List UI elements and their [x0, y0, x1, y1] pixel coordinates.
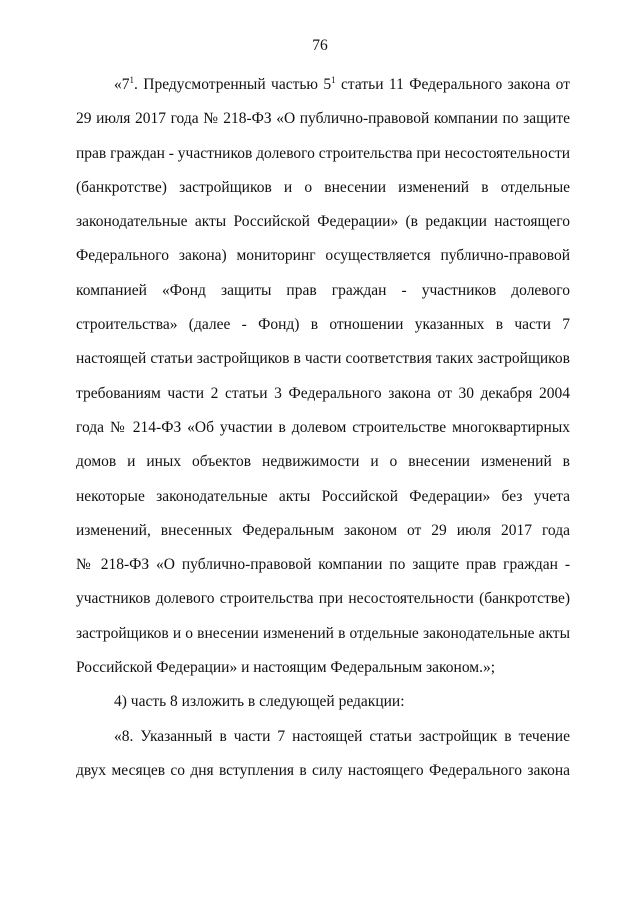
text-line: Федерального закона) мониторинг осуществляется публично-правовой [76, 247, 570, 265]
text-line: прав граждан - участников долевого строительства при несостоятельности [76, 144, 570, 162]
text-line: домов и иных объектов недвижимости и о внесении изменений в [76, 453, 570, 471]
text-line: «$7^1$. Предусмотренный частью $5^1$ статьи 11 Федерального закона от [114, 75, 570, 93]
text-line: «8. Указанный в части 7 настоящей статьи застройщик в течение [114, 727, 570, 745]
superscript: 1 [331, 75, 336, 85]
paragraph [76, 685, 570, 719]
text-line: застройщиков и о внесении изменений в отдельные законодательные акты [76, 624, 570, 642]
text-line: некоторые законодательные акты Российской Федерации» без учета [76, 487, 570, 505]
text-line: 29 июля 2017 года № 218-ФЗ «О публично-правовой компании по защите [76, 110, 570, 128]
text-line: (банкротстве) застройщиков и о внесении изменений в отдельные [76, 178, 570, 196]
paragraph [76, 68, 570, 685]
text-line: Российской Федерации» и настоящим Федеральным законом.»; [76, 659, 496, 677]
text-line: 4) часть 8 изложить в следующей редакции: [114, 693, 405, 711]
text-line: строительства» (далее - Фонд) в отношении указанных в части 7 [76, 316, 570, 334]
text-line: настоящей статьи застройщиков в части соответствия таких застройщиков [76, 350, 570, 368]
page-number: 76 [312, 37, 328, 54]
document-body [76, 68, 570, 788]
text-line: требованиям части 2 статьи 3 Федерального закона от 30 декабря 2004 [76, 384, 570, 402]
text-line: № 218-ФЗ «О публично-правовой компании по защите прав граждан - [76, 556, 570, 574]
text-line: участников долевого строительства при несостоятельности (банкротстве) [76, 590, 570, 608]
text-line: компанией «Фонд защиты прав граждан - участников долевого [76, 281, 570, 299]
text-line: двух месяцев со дня вступления в силу настоящего Федерального закона [76, 761, 570, 779]
text-line: изменений, внесенных Федеральным законом от 29 июля 2017 года [76, 521, 570, 539]
text-line: законодательные акты Российской Федерации» (в редакции настоящего [76, 213, 570, 231]
paragraph [76, 720, 570, 789]
text-line: года № 214-ФЗ «Об участии в долевом строительстве многоквартирных [76, 418, 570, 436]
superscript: 1 [129, 75, 134, 85]
